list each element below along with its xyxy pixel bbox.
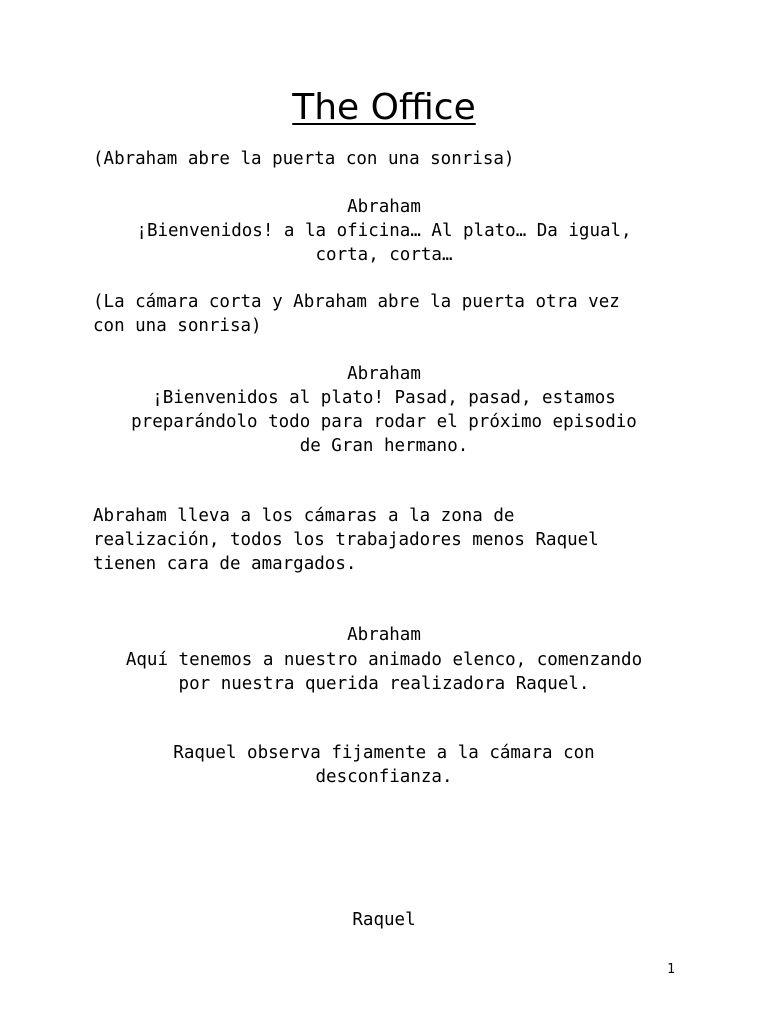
centered-action-line: Raquel observa fijamente a la cámara con xyxy=(173,743,595,763)
dialogue-line: preparándolo todo para rodar el próximo episodio xyxy=(131,412,637,432)
character-name-abraham: Abraham xyxy=(347,364,421,384)
dialogue-line: Aquí tenemos a nuestro animado elenco, comenzando xyxy=(125,650,643,670)
dialogue-line: por nuestra querida realizadora Raquel. xyxy=(178,674,590,694)
dialogue-line: corta, corta… xyxy=(315,245,453,265)
dialogue-line: ¡Bienvenidos! a la oficina… Al plato… Da igual, xyxy=(136,221,632,241)
action-line: Abraham lleva a los cámaras a la zona de xyxy=(93,506,515,526)
dialogue-line: de Gran hermano. xyxy=(299,436,469,456)
page-number: 1 xyxy=(667,962,675,977)
dialogue-line: ¡Bienvenidos al plato! Pasad, pasad, estamos xyxy=(152,388,616,408)
action-line: (La cámara corta y Abraham abre la puerta otra vez xyxy=(93,292,620,312)
action-line: tienen cara de amargados. xyxy=(93,554,357,574)
document-title: The Office xyxy=(292,87,476,128)
character-name-raquel: Raquel xyxy=(352,910,416,930)
action-line: con una sonrisa) xyxy=(93,316,262,336)
character-name-abraham: Abraham xyxy=(347,197,421,217)
character-name-abraham: Abraham xyxy=(347,625,421,645)
centered-action-line: desconfianza. xyxy=(315,767,453,787)
action-line: realización, todos los trabajadores menos Raquel xyxy=(93,530,599,550)
action-line-1: (Abraham abre la puerta con una sonrisa) xyxy=(93,149,515,169)
